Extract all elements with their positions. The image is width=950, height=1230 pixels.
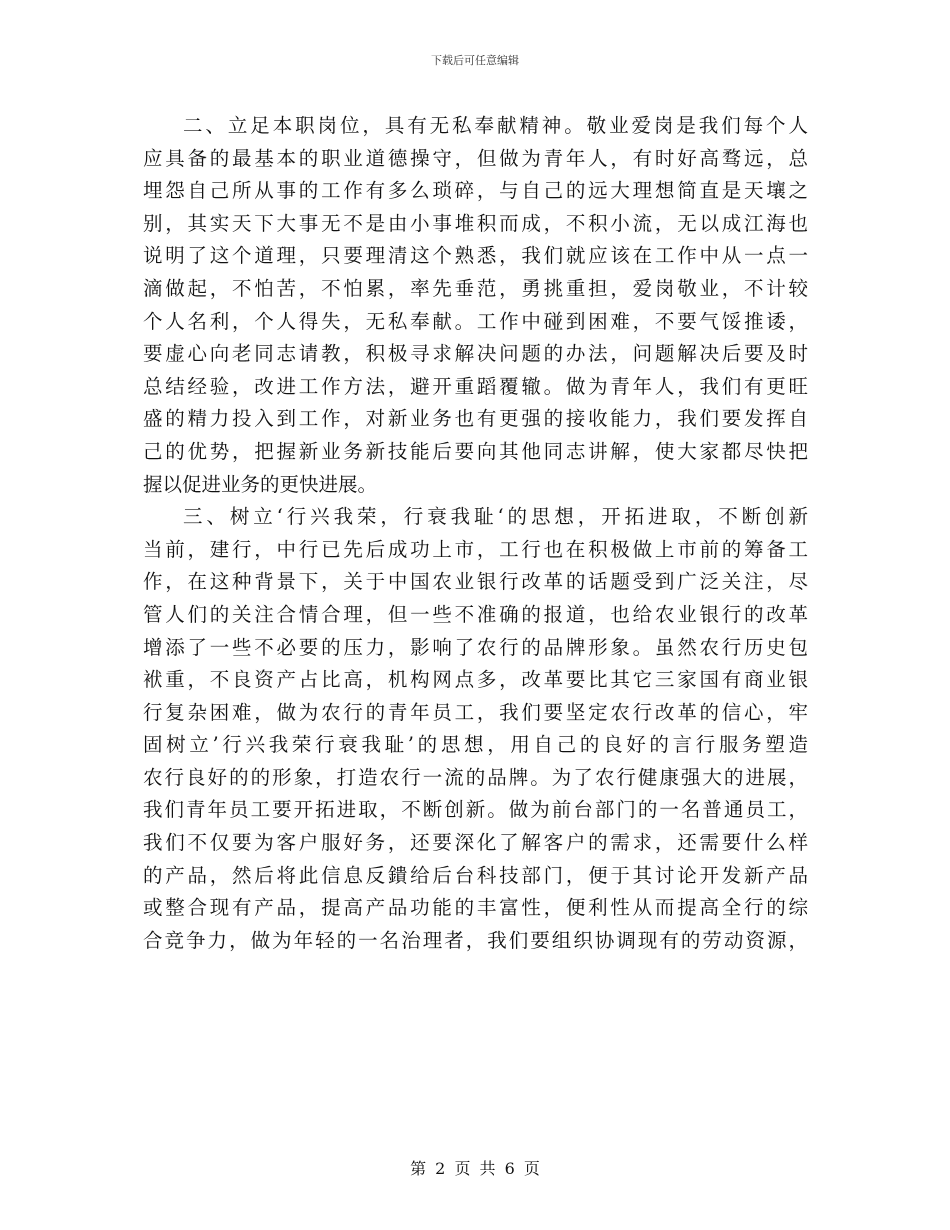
text-line: 行复杂困难，做为农行的青年员工，我们要坚定农行改革的信心，牢 xyxy=(143,700,808,724)
text-line: 说明了这个道理，只要理清这个熟悉，我们就应该在工作中从一点一 xyxy=(143,244,808,268)
paragraph-3 xyxy=(143,501,808,957)
text-line: 当前，建行，中行已先后成功上市，工行也在积极做上市前的筹备工 xyxy=(143,537,808,561)
page-number: 第 2 页 共 6 页 xyxy=(410,1159,540,1178)
text-line: 三、树立‘行兴我荣，行衰我耻‘的思想，开拓进取，不断创新 xyxy=(183,505,808,529)
text-line: 我们青年员工要开拓进取，不断创新。做为前台部门的一名普通员工， xyxy=(143,798,808,822)
text-line: 盛的精力投入到工作，对新业务也有更强的接收能力，我们要发挥自 xyxy=(143,407,808,431)
text-line: 埋怨自己所从事的工作有多么琐碎，与自己的远大理想简直是天壤之 xyxy=(143,179,808,203)
text-line: 总结经验，改进工作方法，避开重蹈覆辙。做为青年人，我们有更旺 xyxy=(143,374,808,398)
page-header: 下载后可任意编辑 xyxy=(431,54,519,67)
text-line: 二、立足本职岗位，具有无私奉献精神。敬业爱岗是我们每个人 xyxy=(183,114,808,137)
text-line: 要虚心向老同志请教，积极寻求解决问题的办法，问题解决后要及时 xyxy=(143,342,808,366)
text-line: 滴做起，不怕苦，不怕累，率先垂范，勇挑重担，爱岗敬业，不计较 xyxy=(143,276,808,300)
text-line: 别，其实天下大事无不是由小事堆积而成，不积小流，无以成江海也 xyxy=(143,211,808,235)
text-line: 管人们的关注合情合理，但一些不准确的报道，也给农业银行的改革 xyxy=(143,602,808,626)
text-line: 固树立’行兴我荣行衰我耻’的思想，用自己的良好的言行服务塑造 xyxy=(143,733,808,757)
text-line: 应具备的最基本的职业道德操守，但做为青年人，有时好高骛远，总 xyxy=(143,146,808,170)
text-line: 个人名利，个人得失，无私奉献。工作中碰到困难，不要气馁推诿， xyxy=(143,309,808,333)
body-text xyxy=(143,110,808,957)
text-line: 增添了一些不必要的压力，影响了农行的品牌形象。虽然农行历史包 xyxy=(143,635,808,659)
text-line: 作，在这种背景下，关于中国农业银行改革的话题受到广泛关注，尽 xyxy=(143,570,808,594)
text-line: 袱重，不良资产占比高，机构网点多，改革要比其它三家国有商业银 xyxy=(143,668,808,692)
text-line: 农行良好的的形象，打造农行一流的品牌。为了农行健康强大的进展， xyxy=(143,765,808,789)
text-line: 己的优势，把握新业务新技能后要向其他同志讲解，使大家都尽快把 xyxy=(143,439,808,463)
text-line: 或整合现有产品，提高产品功能的丰富性，便利性从而提高全行的综 xyxy=(143,896,808,920)
text-line: 的产品，然后将此信息反鐀给后台科技部门，便于其讨论开发新产品 xyxy=(143,863,808,887)
paragraph-2 xyxy=(143,110,808,501)
text-line: 我们不仅要为客户服好务，还要深化了解客户的需求，还需要什么样 xyxy=(143,831,808,855)
text-line: 合竞争力，做为年轻的一名治理者，我们要组织协调现有的劳动资源， xyxy=(143,928,808,952)
text-line: 握以促进业务的更快进展。 xyxy=(143,472,378,496)
